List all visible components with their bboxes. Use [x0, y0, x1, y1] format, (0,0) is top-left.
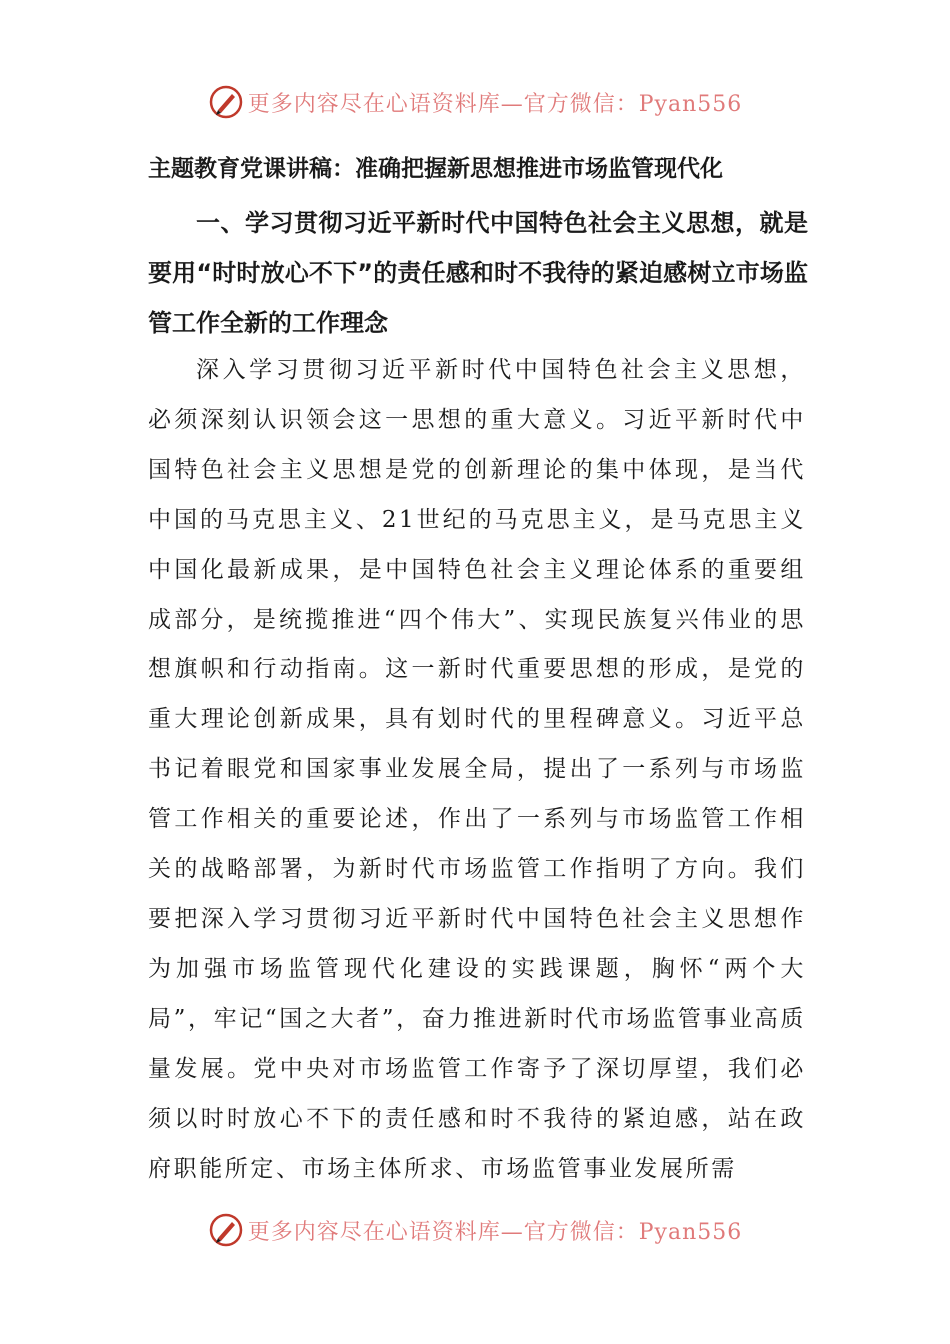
header-watermark [0, 82, 950, 122]
section-heading: 一、学习贯彻习近平新时代中国特色社会主义思想，就是要用“时时放心不下”的责任感和时不我待的紧迫感树立市场监管工作全新的工作理念 [148, 209, 808, 337]
pen-logo-icon [208, 1212, 244, 1248]
watermark-text: 更多内容尽在心语资料库—官方微信：Pyan556 [247, 1219, 743, 1245]
document-title: 主题教育党课讲稿：准确把握新思想推进市场监管现代化 [148, 156, 723, 182]
watermark-text: 更多内容尽在心语资料库—官方微信：Pyan556 [247, 91, 743, 117]
body-paragraph: 深入学习贯彻习近平新时代中国特色社会主义思想，必须深刻认识领会这一思想的重大意义。习近平新时代中国特色社会主义思想是党的创新理论的集中体现，是当代中国的马克思主义、21世纪的马克思主义，是马克思主义中国化最新成果，是中国特色社会主义理论体系的重要组成部分，是统揽推进“四个伟大”、实现民族复兴伟业的思想旗帜和行动指南。这一新时代重要思想的形成，是党的重大理论创新成果，具有划时代的里程碑意义。习近平总书记着眼党和国家事业发展全局，提出了一系列与市场监管工作相关的重要论述，作出了一系列与市场监管工作相关的战略部署，为新时代市场监管工作指明了方向。我们要把深入学习贯彻习近平新时代中国特色社会主义思想作为加强市场监管现代化建设的实践课题，胸怀“两个大局”，牢记“国之大者”，奋力推进新时代市场监管事业高质量发展。党中央对市场监管工作寄予了深切厚望，我们必须以时时放心不下的责任感和时不我待的紧迫感，站在政府职能所定、市场主体所求、市场监管事业发展所需 [148, 357, 806, 1182]
pen-logo-icon [208, 84, 244, 120]
footer-watermark [0, 1210, 950, 1250]
